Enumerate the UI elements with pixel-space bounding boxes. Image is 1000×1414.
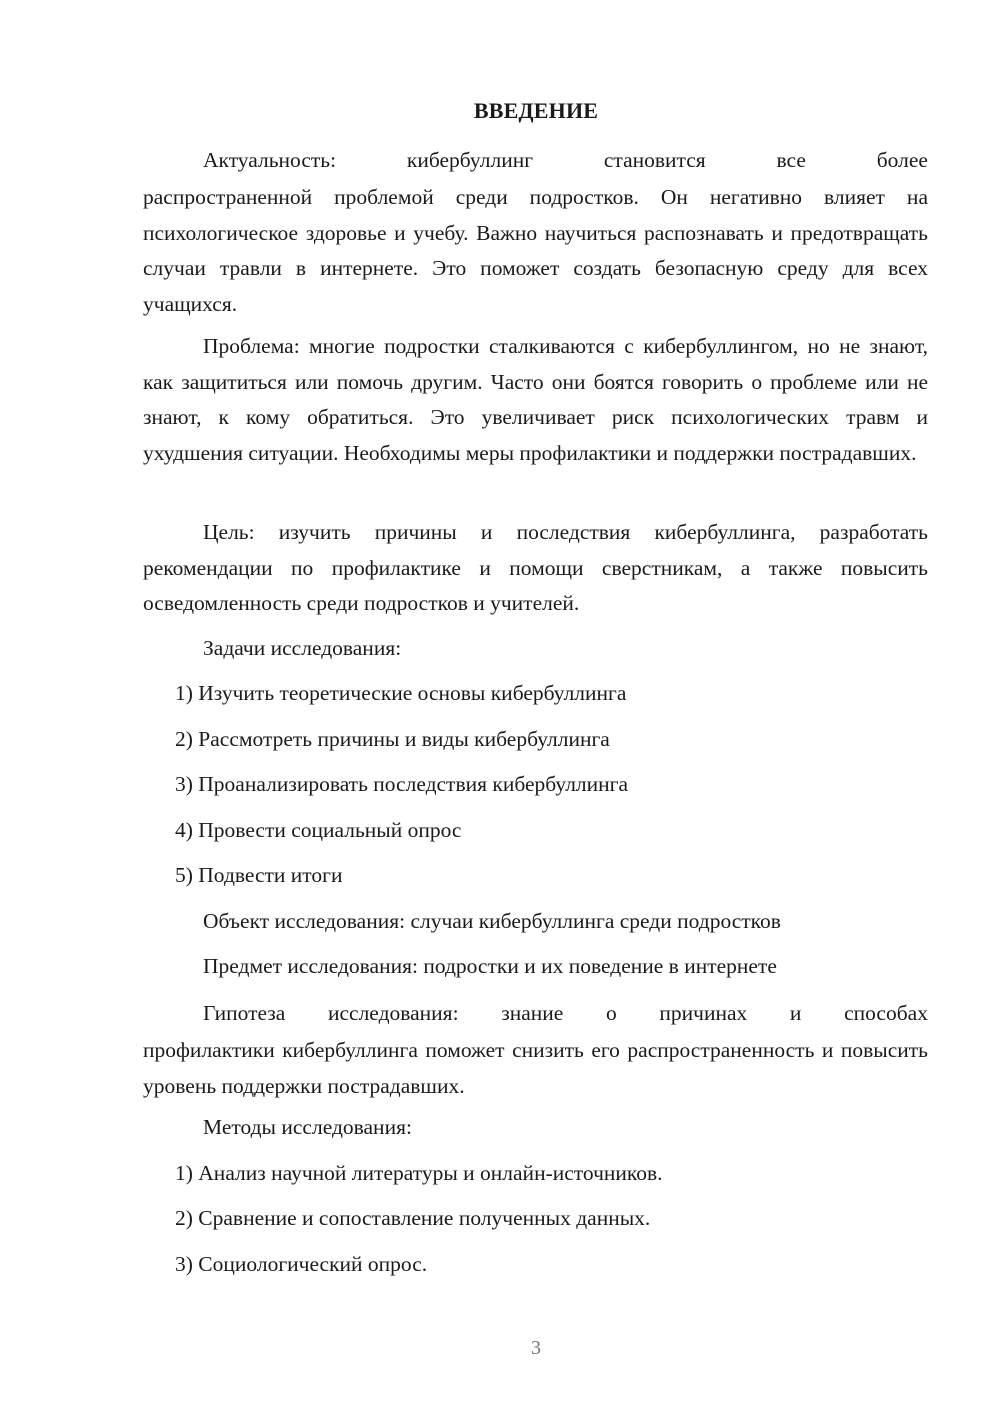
aktualnost-word: кибербуллинг bbox=[406, 148, 534, 172]
list-item: 3) Социологический опрос. bbox=[175, 1252, 428, 1276]
list-item: 1) Анализ научной литературы и онлайн-источников. bbox=[175, 1161, 663, 1185]
list-item: 5) Подвести итоги bbox=[175, 863, 343, 887]
gipoteza-word: и bbox=[789, 1001, 802, 1025]
aktualnost-paragraph: распространенной проблемой среди подростков. Он негативно влияет на психологическое здоровье и учебу. Важно научиться распознавать и предотвращать случаи травли в интернете. Это поможет создать безопасную среду для всех учащихся. bbox=[143, 185, 928, 316]
gipoteza-word: причинах bbox=[659, 1001, 748, 1025]
gipoteza-word: Гипотеза bbox=[203, 1001, 286, 1025]
aktualnost-word: становится bbox=[603, 148, 706, 172]
page-title: ВВЕДЕНИЕ bbox=[473, 98, 599, 123]
obekt-line: Объект исследования: случаи кибербуллинга среди подростков bbox=[203, 909, 781, 933]
list-item: 2) Сравнение и сопоставление полученных данных. bbox=[175, 1206, 651, 1230]
gipoteza-word: о bbox=[605, 1001, 617, 1025]
gipoteza-word: исследования: bbox=[327, 1001, 459, 1025]
gipoteza-paragraph: профилактики кибербуллинга поможет снизить его распространенность и повысить уровень поддержки пострадавших. bbox=[143, 1038, 928, 1098]
metody-heading: Методы исследования: bbox=[203, 1115, 412, 1139]
aktualnost-word: более bbox=[876, 148, 928, 172]
gipoteza-first-line bbox=[203, 998, 928, 1028]
aktualnost-word: Актуальность: bbox=[203, 148, 337, 172]
page-number: 3 bbox=[531, 1337, 541, 1359]
cel-paragraph: Цель: изучить причины и последствия кибербуллинга, разработать рекомендации по профилактике и помощи сверстникам, а также повысить осведомленность среди подростков и учителей. bbox=[143, 520, 928, 615]
zadachi-heading: Задачи исследования: bbox=[203, 636, 402, 660]
aktualnost-first-line bbox=[203, 145, 928, 175]
aktualnost-word: все bbox=[776, 148, 806, 172]
list-item: 4) Провести социальный опрос bbox=[175, 818, 462, 842]
gipoteza-word: знание bbox=[501, 1001, 564, 1025]
list-item: 3) Проанализировать последствия кибербуллинга bbox=[175, 772, 629, 796]
list-item: 2) Рассмотреть причины и виды кибербуллинга bbox=[175, 727, 610, 751]
predmet-line: Предмет исследования: подростки и их поведение в интернете bbox=[203, 954, 777, 978]
problema-paragraph: Проблема: многие подростки сталкиваются с кибербуллингом, но не знают, как защититься или помочь другим. Часто они боятся говорить о проблеме или не знают, к кому обратиться. Это увеличивает риск психологических травм и ухудшения ситуации. Необходимы меры профилактики и поддержки пострадавших. bbox=[143, 334, 928, 465]
list-item: 1) Изучить теоретические основы кибербуллинга bbox=[175, 681, 627, 705]
gipoteza-word: способах bbox=[844, 1001, 928, 1025]
